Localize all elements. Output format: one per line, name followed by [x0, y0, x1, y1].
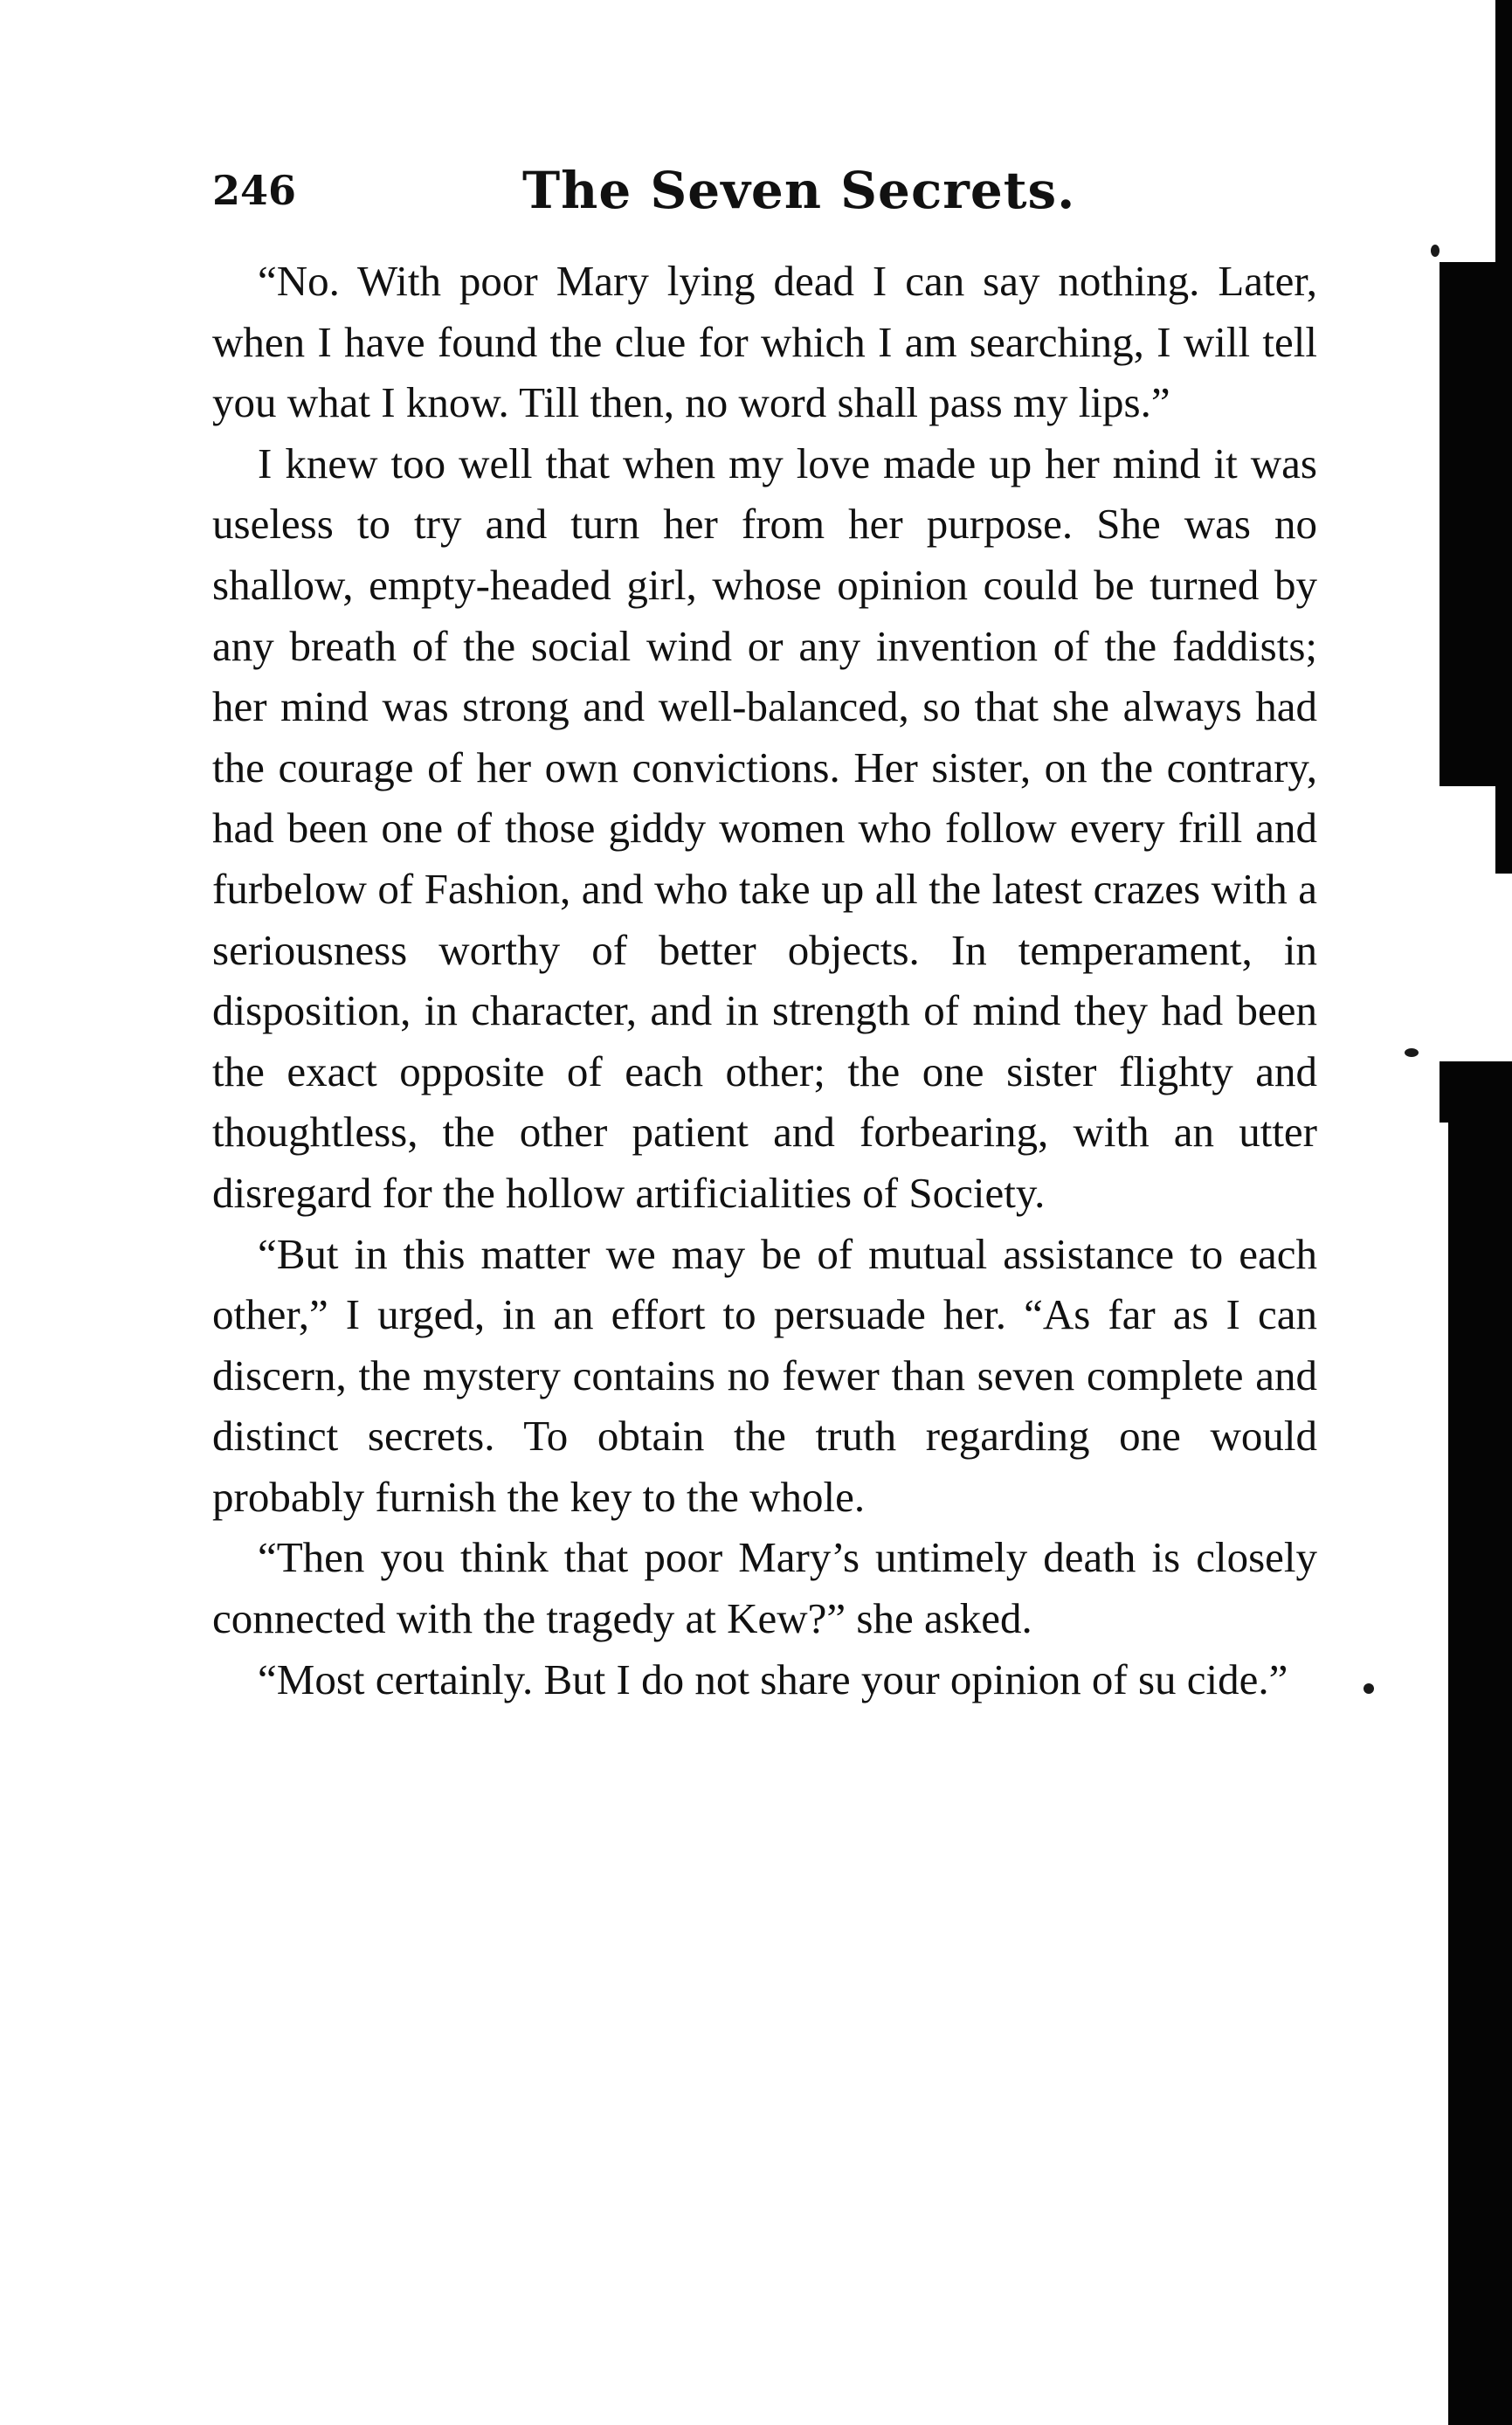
- page-number: 246: [212, 167, 297, 214]
- scan-edge-top: [1440, 262, 1502, 786]
- scan-edge-mid: [1440, 1061, 1512, 1123]
- scan-speck-2: [1431, 245, 1440, 257]
- body-text: [212, 251, 1317, 1710]
- paragraph-3: “But in this matter we may be of mutual assistance to each other,” I urged, in an effort to persuade her. “As far as I can discern, the mystery contains no fewer than seven complete and distinct secrets. To obtain the truth regarding one would probably furnish the key to the whole.: [212, 1229, 1317, 1521]
- scan-edge-lower: [1448, 1123, 1512, 2425]
- paragraph-2: I knew too well that when my love made up her mind it was useless to try and turn her from her purpose. She was no shallow, empty-headed girl, whose opinion could be turned by any breath of the social wind or any invention of the faddists; her mind was strong and well-balanced, so that she always had the courage of her own convictions. Her sister, on the contrary, had been one of those giddy women who follow every frill and furbelow of Fashion, and who take up all the latest crazes with a seriousness worthy of better objects. In temperament, in disposition, in character, and in strength of mind they had been the exact opposite of each other; the one sister flighty and thoughtless, the other patient and forbearing, with an utter disregard for the hollow artificialities of Society.: [212, 439, 1317, 1217]
- paragraph-4: “Then you think that poor Mary’s untimely death is closely connected with the tragedy at Kew?” she asked.: [212, 1533, 1317, 1643]
- scan-speck-3: [1405, 1048, 1419, 1057]
- paragraph-1: “No. With poor Mary lying dead I can say nothing. Later, when I have found the clue for which I am searching, I will tell you what I know. Till then, no word shall pass my lips.”: [212, 257, 1317, 427]
- scan-speck-1: [1364, 1683, 1374, 1694]
- running-title: The Seven Secrets.: [522, 161, 1076, 220]
- paragraph-5: “Most certainly. But I do not share your opinion of su cide.”: [258, 1655, 1288, 1703]
- page-header: [212, 155, 1317, 234]
- scan-edge-top-strip: [1495, 0, 1512, 874]
